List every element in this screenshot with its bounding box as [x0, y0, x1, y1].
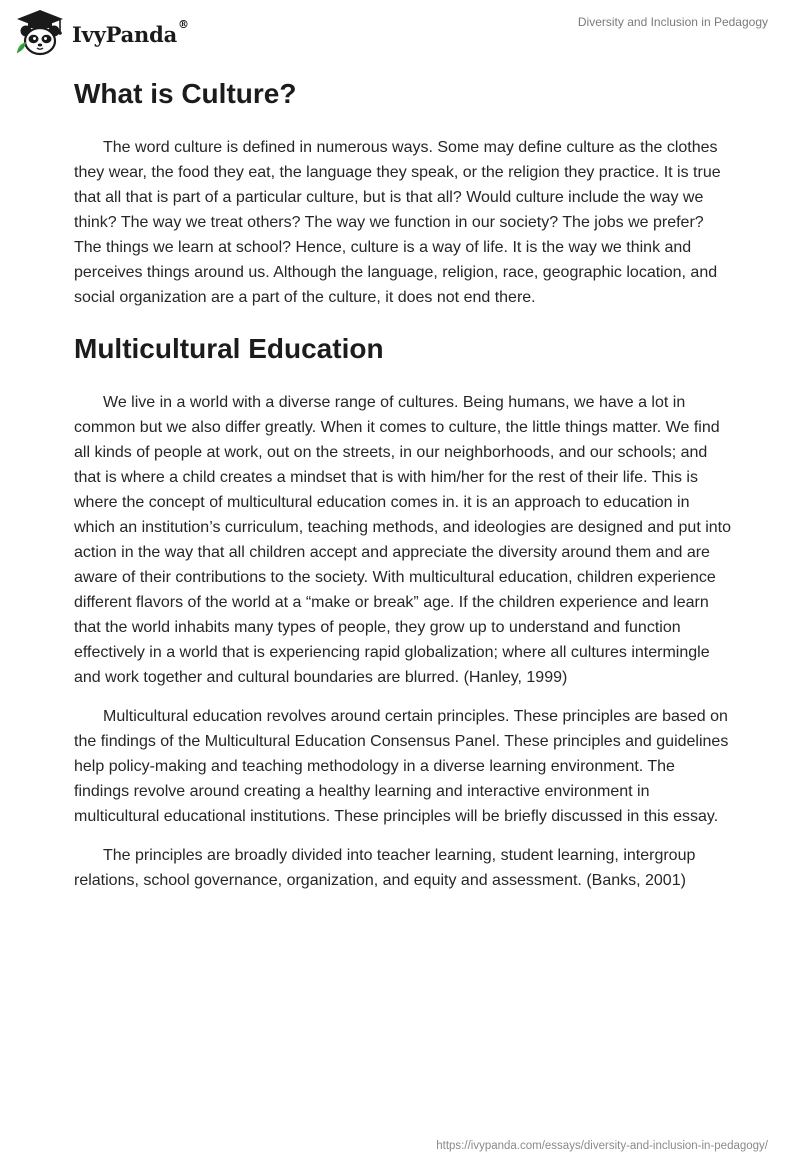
source-url-link[interactable]: https://ivypanda.com/essays/diversity-and-inclusion-in-pedagogy/	[436, 1140, 768, 1152]
brand-name: IvyPanda®	[72, 17, 189, 47]
essay-content	[74, 72, 734, 893]
paragraph: The principles are broadly divided into teacher learning, student learning, intergroup relations, school governance, organization, and equity and assessment. (Banks, 2001)	[74, 847, 696, 889]
section-heading-culture: What is Culture?	[74, 78, 297, 109]
paragraph: We live in a world with a diverse range of cultures. Being humans, we have a lot in common but we also differ greatly. When it comes to culture, the little things matter. We find all kinds of people at work, out on the streets, in our neighborhoods, and our schools; and that is where a child creates a mindset that is with him/her for the rest of their life. This is where the concept of multicultural education comes in. it is an approach to education in which an institution’s curriculum, teaching methods, and ideologies are designed and put into action in the way that all children accept and appreciate the diversity around them and are aware of their contributions to the society. With multicultural education, children experience different flavors of the world at a “make or break” age. If the children experience and learn that the world inhabits many types of people, they grow up to understand and function effectively in a world that is experiencing rapid globalization; where all cultures intermingle and work together and cultural boundaries are blurred. (Hanley, 1999)	[74, 394, 731, 686]
ivypanda-logo[interactable]	[14, 8, 189, 58]
page-header	[0, 0, 800, 64]
registered-mark: ®	[178, 17, 189, 31]
section-heading-multicultural-education: Multicultural Education	[74, 333, 384, 364]
panda-graduate-icon	[14, 8, 66, 58]
paragraph: Multicultural education revolves around certain principles. These principles are based on the findings of the Multicultural Education Consensus Panel. These principles and guidelines help policy-making and teaching methodology in a diverse learning environment. The findings revolve around creating a healthy learning and interactive environment in multicultural educational institutions. These principles will be briefly discussed in this essay.	[74, 708, 729, 825]
paragraph: The word culture is defined in numerous ways. Some may define culture as the clothes they wear, the food they eat, the language they speak, or the religion they practice. It is true that all that is part of a particular culture, but is that all? Would culture include the way we think? The way we treat others? The way we function in our society? The jobs we prefer? The things we learn at school? Hence, culture is a way of life. It is the way we think and perceives things around us. Although the language, religion, race, geographic location, and social organization are a part of the culture, it does not end there.	[74, 139, 721, 306]
document-title: Diversity and Inclusion in Pedagogy	[577, 15, 768, 29]
